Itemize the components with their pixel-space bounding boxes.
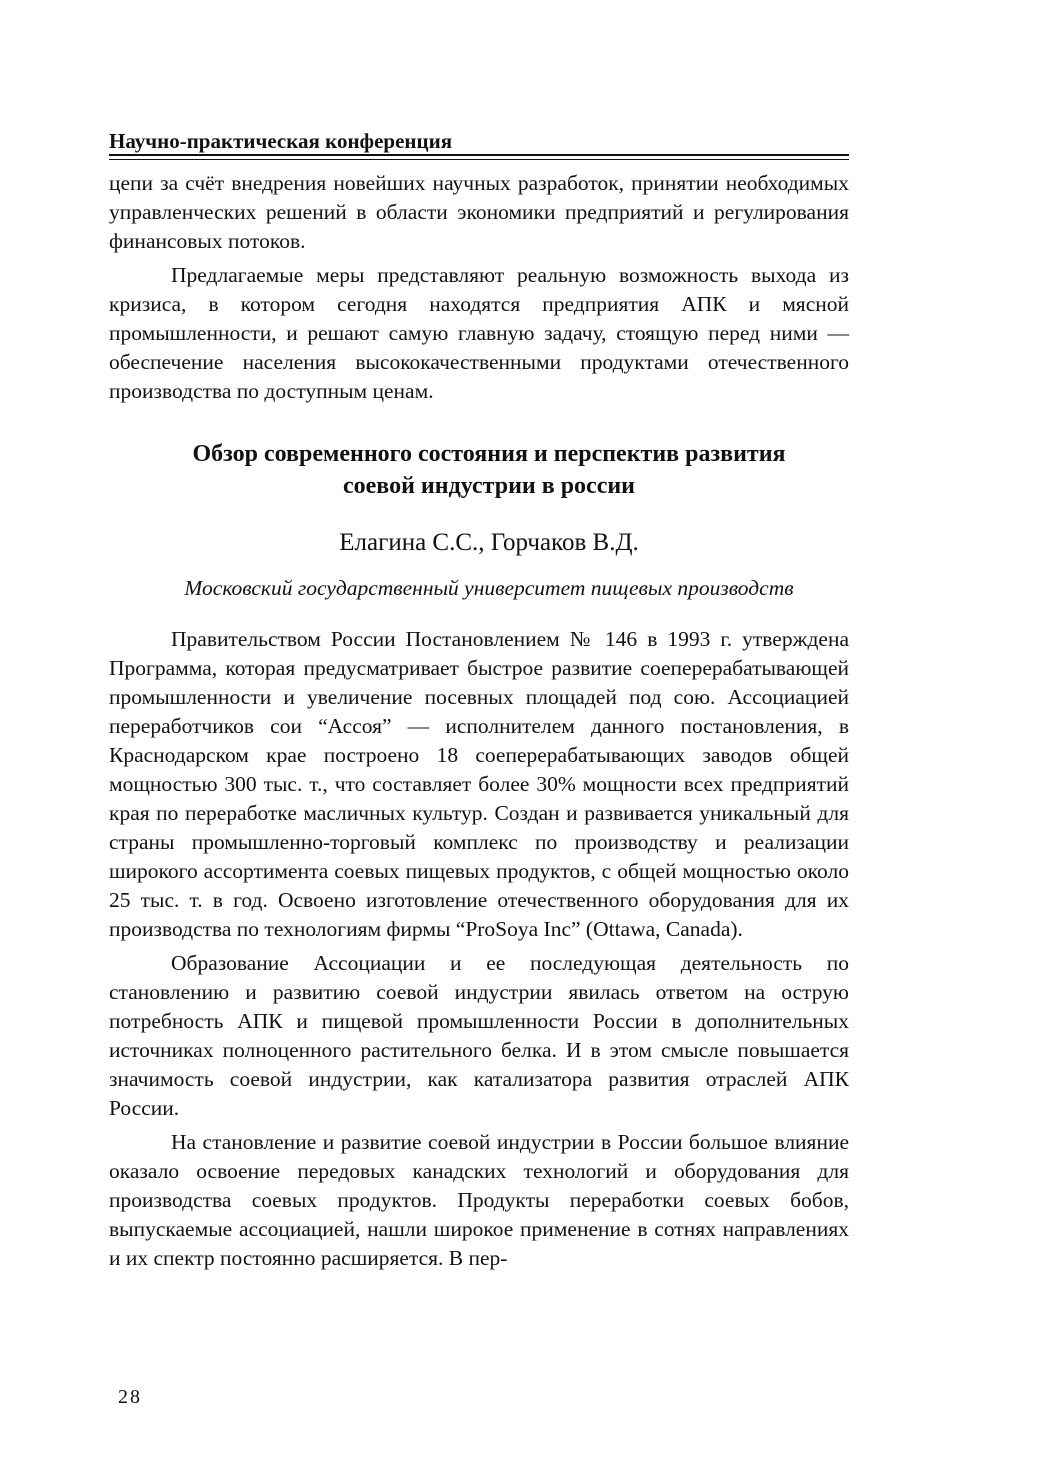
intro-paragraph: цепи за счёт внедрения новейших научных разработок, принятии необходимых управленческих решений в области экономики предприятий и регулирования финансовых потоков. bbox=[109, 171, 849, 253]
body-paragraph: Правительством России Постановлением № 146 в 1993 г. утверждена Программа, которая предусматривает быстрое развитие соеперерабатывающей промышленности и увеличение посевных площадей под сою. Ассоциацией переработчиков сои “Ассоя” — исполнителем данного постановления, в Краснодарском крае построено 18 соеперерабатывающих заводов общей мощностью 300 тыс. т., что составляет более 30% мощности всех предприятий края по переработке масличных культур. Создан и развивается уникальный для страны промышленно-торговый комплекс по производству и реализации широкого ассортимента соевых пищевых продуктов, с общей мощностью около 25 тыс. т. в год. Освоено изготовление отечественного оборудования для их производства по технологиям фирмы “ProSoya Inc” (Ottawa, Canada). bbox=[109, 627, 849, 941]
intro-paragraph: Предлагаемые меры представляют реальную возможность выхода из кризиса, в котором сегодня находятся предприятия АПК и мясной промышленности, и решают самую главную задачу, стоящую перед ними — обеспечение населения высококачественными продуктами отечественного производства по доступным ценам. bbox=[109, 263, 849, 403]
article-title bbox=[109, 438, 869, 502]
header-rule bbox=[109, 154, 849, 156]
running-header: Научно-практическая конференция bbox=[109, 129, 453, 153]
article-title-line: соевой индустрии в россии bbox=[343, 473, 635, 499]
article-authors: Елагина С.С., Горчаков В.Д. bbox=[339, 529, 639, 556]
article-title-line: Обзор современного состояния и перспектив развития bbox=[192, 441, 786, 467]
page-number: 28 bbox=[118, 1386, 142, 1408]
intro-text bbox=[109, 169, 849, 406]
article-body bbox=[109, 625, 849, 1273]
article-affiliation: Московский государственный университет пищевых производств bbox=[184, 576, 794, 600]
body-paragraph: На становление и развитие соевой индустрии в России большое влияние оказало освоение передовых канадских технологий и оборудования для производства соевых продуктов. Продукты переработки соевых бобов, выпускаемые ассоциацией, нашли широкое применение в сотнях направлениях и их спектр постоянно расширяется. В пер- bbox=[109, 1130, 849, 1270]
body-paragraph: Образование Ассоциации и ее последующая деятельность по становлению и развитию соевой индустрии явилась ответом на острую потребность АПК и пищевой промышленности России в дополнительных источниках полноценного растительного белка. И в этом смысле повышается значимость соевой индустрии, как катализатора развития отраслей АПК России. bbox=[109, 951, 849, 1120]
header-rule-thin bbox=[109, 159, 849, 160]
